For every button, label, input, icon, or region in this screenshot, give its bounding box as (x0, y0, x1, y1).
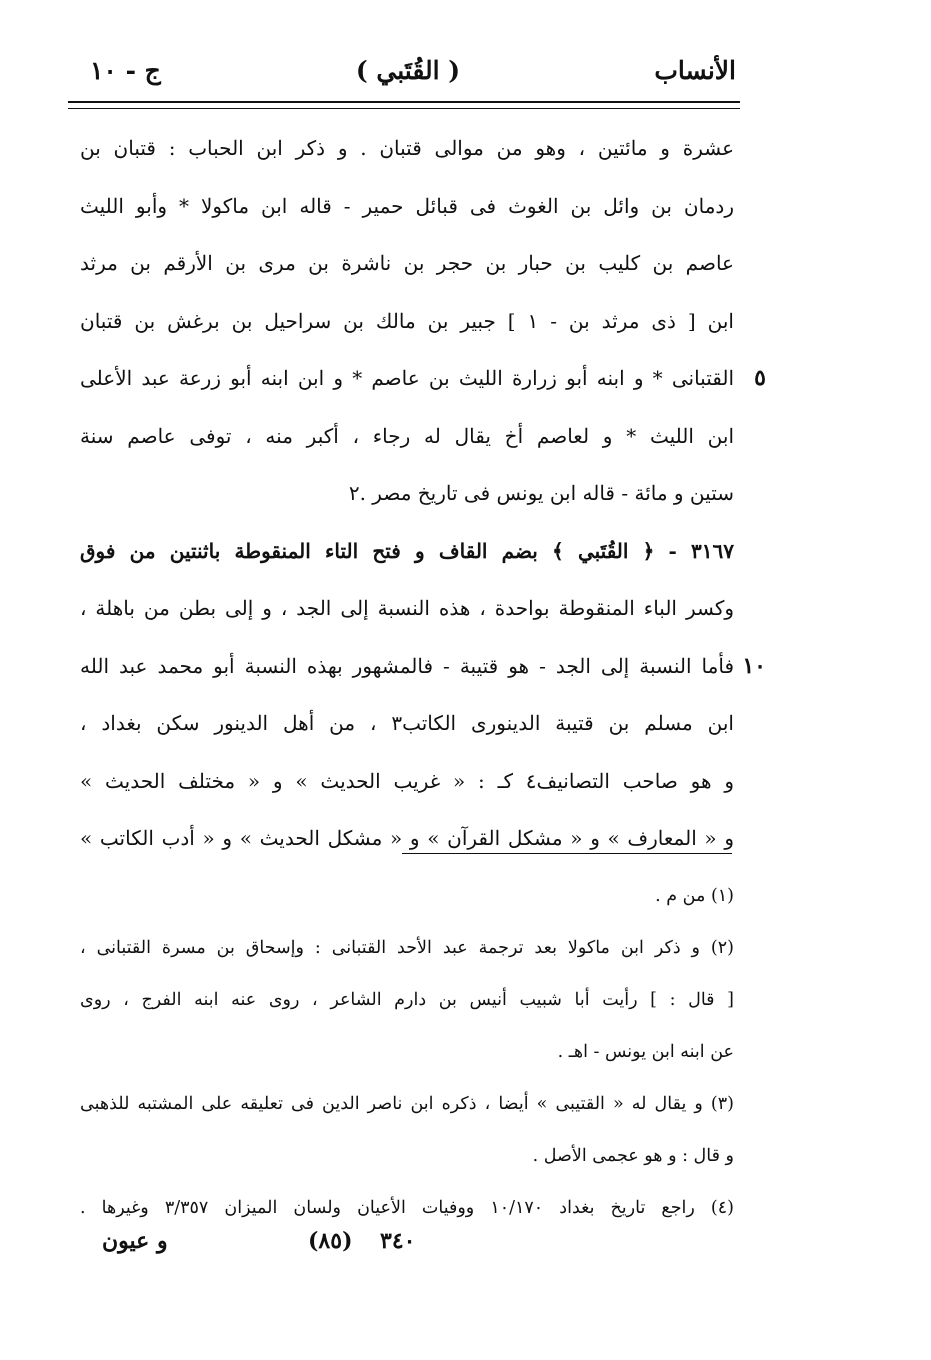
line-text: ابن [ ذى مرثد بن - ١ ] جبير بن مالك بن سراحيل بن برغش بن قتبان (80, 308, 734, 333)
text-line (80, 580, 734, 638)
text-line (80, 235, 734, 293)
line-text: و « المعارف » و « مشكل القرآن » و « مشكل الحديث » و « أدب الكاتب » (80, 826, 734, 850)
text-line (80, 695, 734, 753)
text-line (80, 753, 734, 811)
footnote-line: و قال : و هو عجمى الأصل . (532, 1146, 734, 1166)
text-line (80, 465, 734, 523)
line-text: وكسر الباء المنقوطة بواحدة ، هذه النسبة إلى الجد ، و إلى بطن من باهلة ، (80, 596, 734, 620)
running-header (78, 50, 738, 94)
catchword: و عيون (102, 1228, 168, 1254)
line-text: عشرة و مائتين ، وهو من موالى قتبان . و ذكر ابن الحباب : قتبان بن (80, 136, 735, 160)
header-rule (68, 101, 740, 103)
signature-mark: (٨٥) (308, 1228, 353, 1254)
footnote-line: (١) من م . (655, 886, 734, 906)
line-text: ابن مسلم بن قتيبة الدينورى الكاتب٣ ، من أهل الدينور سكن بغداد ، (80, 711, 734, 735)
text-line (80, 408, 734, 466)
footnote-line: (٢) و ذكر ابن ماكولا بعد ترجمة عبد الأحد القتبانى : وإسحاق بن مسرة القتبانى ، (80, 938, 734, 958)
line-text: ستين و مائة - قاله ابن يونس فى تاريخ مصر .٢ (348, 481, 734, 505)
line-text: ردمان بن وائل بن الغوث فى قبائل حمير - قاله ابن ماكولا * وأبو الليث (80, 193, 734, 218)
page-number: ٣٤٠ (380, 1228, 416, 1254)
line-text: القتبانى * و ابنه أبو زرارة الليث بن عاصم * و ابن ابنه أبو زرعة عبد الأعلى (80, 366, 734, 390)
volume-number: ج - ١٠ (90, 56, 161, 85)
text-line (80, 810, 734, 868)
text-line (80, 120, 734, 178)
footnote-line: (٤) راجع تاريخ بغداد ١٠/١٧٠ ووفيات الأعيان ولسان الميزان ٣/٣٥٧ وغيرها . (80, 1198, 734, 1218)
line-text: ٣١٦٧ - ﴿ القُتَبي ﴾ بضم القاف و فتح التاء المنقوطة باثنتين من فوق (80, 538, 734, 563)
entry-heading-line (80, 523, 734, 581)
text-line (80, 350, 766, 408)
header-rule-thin (68, 108, 740, 109)
line-number: ١٠ (742, 652, 766, 679)
footnotes (80, 870, 734, 1234)
line-number: ٥ (754, 365, 766, 391)
text-line (80, 293, 734, 351)
page-footer (80, 1228, 734, 1268)
entry-title: ( القُتَبي ) (355, 56, 461, 85)
main-text (80, 120, 766, 868)
footnote-rule (402, 853, 732, 854)
line-text: ابن الليث * و لعاصم أخ يقال له رجاء ، أكبر منه ، توفى عاصم سنة (80, 423, 734, 448)
line-text: و هو صاحب التصانيف٤ كـ : « غريب الحديث » و « مختلف الحديث » (80, 768, 734, 793)
text-line (80, 638, 766, 696)
footnote-line: [ قال : ] رأيت أبا شبيب أنيس بن دارم الشاعر ، روى عنه ابنه الفرج ، روى (80, 990, 734, 1010)
line-text: عاصم بن كليب بن حبار بن حجر بن ناشرة بن مرى بن الأرقم بن مرثد (80, 251, 734, 275)
book-title: الأنساب (654, 56, 736, 85)
footnote-line: (٣) و يقال له « القتيبى » أيضا ، ذكره ابن ناصر الدين فى تعليقه على المشتبه للذهبى (80, 1094, 734, 1114)
line-text: فأما النسبة إلى الجد - هو قتيبة - فالمشهور بهذه النسبة أبو محمد عبد الله (80, 653, 734, 678)
text-line (80, 178, 734, 236)
footnote-line: عن ابنه ابن يونس - اهـ . (557, 1042, 734, 1062)
